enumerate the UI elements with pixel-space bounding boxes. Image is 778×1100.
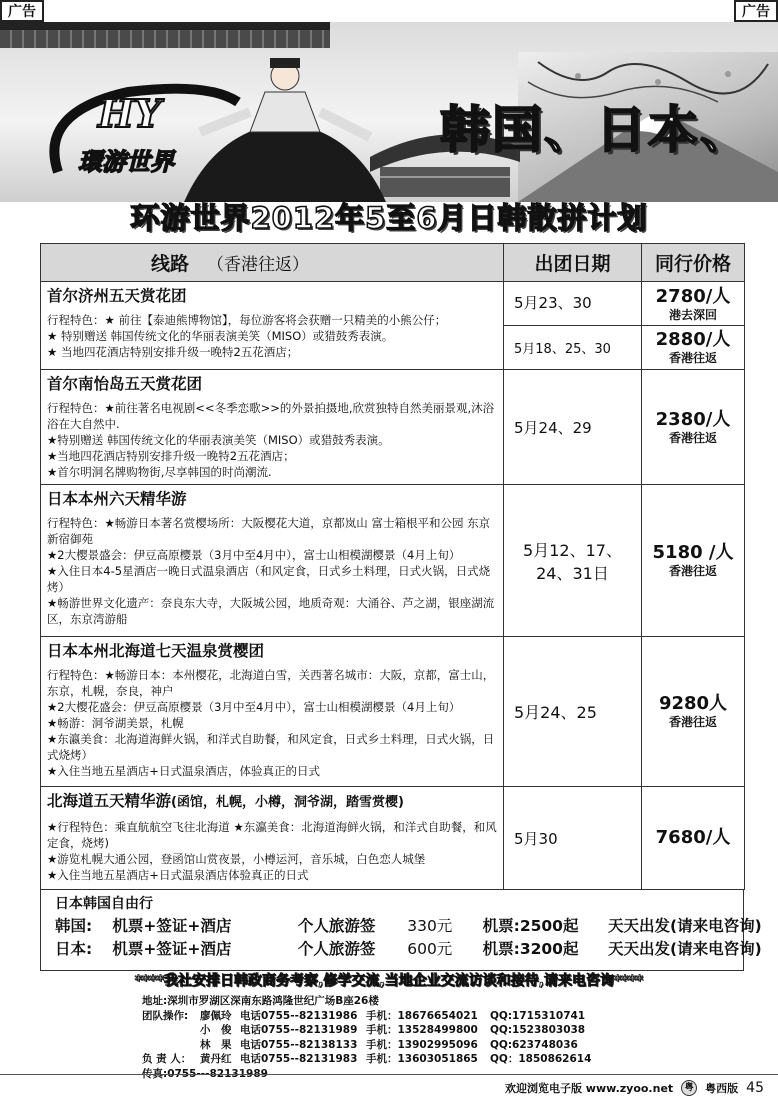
date-header: 出团日期 [504, 244, 642, 282]
route-line: ★特别赠送 韩国传统文化的华丽表演美笑（MISO）或猎鼓秀表演。 [47, 433, 390, 447]
date-value: 5月23、30 [514, 294, 592, 312]
contact-manager-row: 负 责 人： 黄丹红 电话0755--82131983 手机：13603051865 QQ：1850862614 [142, 1053, 592, 1065]
route-name: 日本本州六天精华游 [47, 490, 187, 508]
logo-graphic [38, 72, 248, 192]
contact-staff-row: 林 果 电话0755--82138133 手机：13902995096 QQ:623748036 [200, 1038, 578, 1051]
banner-headline: 韩国、日本、 [440, 101, 752, 159]
date-cell: 5月24、29 [504, 370, 642, 485]
price-cell [642, 485, 745, 637]
route-line: 行程特色：★畅游日本：本州樱花，北海道白雪，关西著名城市：大阪，京都，富士山，东京，札幌，奈良，神户 [47, 668, 495, 698]
footer-browse-link[interactable]: 欢迎浏览电子版 www.zyoo.net [504, 1082, 674, 1095]
free-travel-box [40, 889, 762, 971]
route-header: 线路 （香港往返） [41, 244, 504, 282]
contact-fax: 传真:0755---82131989 [142, 1067, 268, 1080]
price-value: 2780/人 [655, 286, 731, 307]
route-line: ★游览札幌大通公园，登函馆山赏夜景，小樽运河，音乐城，白色恋人城堡 [47, 852, 426, 866]
date-cell [504, 282, 642, 370]
route-line: 行程特色：★ 前往【泰迪熊博物馆】，每位游客将会获赠一只精美的小熊公仔； [47, 313, 447, 327]
route-line: 行程特色：★前往著名电视剧<<冬季恋歌>>的外景拍摄地,欣赏独特自然美丽景观,沐浴浴在大自然中. [47, 401, 495, 431]
date-value: 5月18、25、30 [504, 325, 641, 369]
price-value: 7680/人 [655, 827, 731, 848]
route-line: ★2大樱景盛会：伊豆高原樱景（3月中至4月中），富士山相模湖樱景（4月上旬） [47, 548, 461, 562]
plan-title: 环游世界2012年5至6月日韩散拼计划 [130, 201, 648, 235]
price-value: 2880/人 [655, 329, 731, 350]
price-note: 香港往返 [668, 430, 717, 445]
route-cell [41, 787, 504, 890]
route-line: ★入住当地五星酒店+日式温泉酒店，体验真正的日式 [47, 764, 320, 778]
edition-badge-icon: 粤 [681, 1080, 697, 1096]
route-line: ★畅游：洞爷湖美景，札幌 [47, 716, 184, 730]
contact-staff-row: 小 俊 电话0755--82131989 手机：13528499800 QQ:1523803038 [200, 1024, 586, 1036]
date-cell: 5月30 [504, 787, 642, 890]
contact-info [142, 994, 591, 1081]
logo-letters: HY [98, 91, 162, 136]
date-cell: 5月24、25 [504, 637, 642, 787]
table-row [41, 637, 745, 787]
table-row [41, 370, 745, 485]
price-note: 香港往返 [668, 715, 717, 729]
footer-edition: 粤西版 [705, 1082, 739, 1095]
route-line: 行程特色：★畅游日本著名赏樱场所：大阪樱花大道，京都岚山 富士箱根平和公园 东京新宿御苑 [47, 516, 491, 546]
table-row [41, 282, 745, 370]
free-travel-line-korea: 韩国: 机票+签证+酒店 个人旅游签 330元 机票:2500起 天天出发(请来电咨询) [55, 917, 762, 935]
banner [0, 22, 778, 202]
route-line: ★入住当地五星酒店+日式温泉酒店体验真正的日式 [47, 868, 309, 882]
routes-table [40, 243, 745, 890]
price-cell [642, 370, 745, 485]
route-name: 日本本州北海道七天温泉赏樱团 [47, 642, 265, 660]
price-note: 香港往返 [668, 351, 717, 365]
route-line: ★当地四花酒店特别安排升级一晚特2五花酒店； [47, 449, 295, 463]
table-header-row [41, 244, 745, 282]
route-line: ★行程特色：乘直航航空飞往北海道 ★东瀛美食：北海道海鲜火锅，和洋式自助餐，和风定食，烧烤) [47, 820, 497, 850]
logo-name: 環游世界 [78, 148, 174, 176]
ad-tag-left: 广告 [0, 0, 44, 22]
route-name-extra: (函馆，札幌，小樽，洞爷湖，踏雪赏樱) [171, 795, 404, 810]
route-line: ★东瀛美食：北海道海鲜火锅，和洋式自助餐，和风定食，日式乡土料理，日式火锅，日式烧烤） [47, 732, 495, 762]
footer-divider [0, 1074, 778, 1075]
date-cell: 5月12、17、24、31日 [504, 485, 642, 637]
price-note: 港去深回 [668, 308, 717, 322]
page-number: 45 [746, 1080, 764, 1096]
route-line: ★2大樱花盛会：伊豆高原樱景（3月中至4月中），富士山相模湖樱景（4月上旬） [47, 700, 461, 714]
route-line: ★ 特别赠送 韩国传统文化的华丽表演美笑（MISO）或猎鼓秀表演。 [47, 329, 394, 343]
table-row [41, 787, 745, 890]
contact-address: 地址:深圳市罗湖区深南东路鸿隆世纪广场B座26楼 [142, 995, 379, 1007]
route-line: ★畅游世界文化遗产：奈良东大寺，大阪城公园，地质奇观：大涌谷、芦之湖，银座湖流区，东京湾游船 [47, 596, 495, 626]
price-header: 同行价格 [642, 244, 745, 282]
price-value: 5180 /人 [652, 542, 734, 563]
route-name: 北海道五天精华游(函馆，札幌，小樽，洞爷湖，踏雪赏樱) [47, 792, 404, 810]
route-name: 首尔南怡岛五天赏花团 [47, 375, 203, 393]
table-row [41, 485, 745, 637]
free-travel-title: 日本韩国自由行 [55, 896, 153, 912]
route-cell [41, 637, 504, 787]
price-value: 9280人 [658, 693, 728, 714]
business-notice: ****我社安排日韩政商务考察,修学交流,当地企业交流访谈和接待,请来电咨询**** [134, 973, 644, 989]
route-cell [41, 485, 504, 637]
price-cell [642, 637, 745, 787]
price-cell [642, 282, 745, 370]
contact-staff-row: 团队操作: 廖佩玲 电话0755--82131986 手机：18676654021 QQ:1715310741 [142, 1009, 586, 1022]
route-name: 首尔济州五天赏花团 [47, 287, 187, 305]
route-cell [41, 370, 504, 485]
price-value: 2380/人 [655, 408, 731, 430]
free-travel-line-japan: 日本: 机票+签证+酒店 个人旅游签 600元 机票:3200起 天天出发(请来电咨询) [55, 940, 762, 958]
price-note: 香港往返 [668, 564, 717, 578]
route-line: ★首尔明洞名牌购物街,尽享韩国的时尚潮流. [47, 465, 272, 479]
price-cell [642, 787, 745, 890]
ad-tag-right: 广告 [734, 0, 778, 22]
footer [505, 1080, 764, 1096]
route-line: ★入住日本4-5星酒店一晚日式温泉酒店（和风定食，日式乡土料理，日式火锅，日式烧烤） [47, 564, 491, 594]
route-line: ★ 当地四花酒店特别安排升级一晚特2五花酒店； [47, 345, 299, 359]
route-cell [41, 282, 504, 370]
